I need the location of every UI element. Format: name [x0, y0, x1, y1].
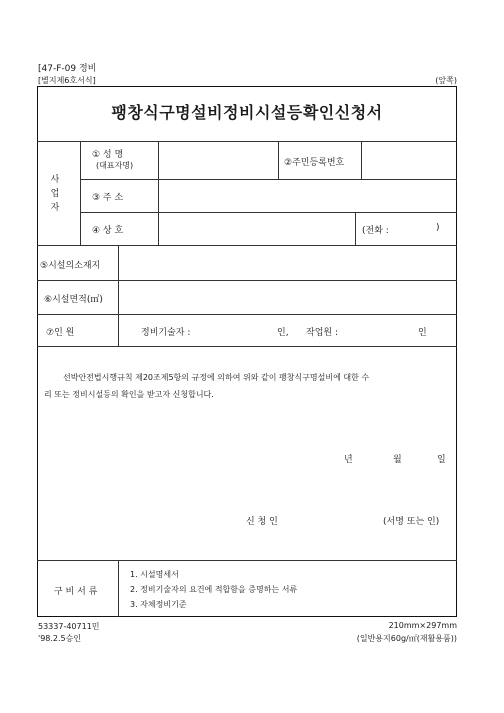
facility-area-label: ⑥시설면적(㎡) — [44, 295, 103, 305]
form-title: 팽창식구명설비정비시설등확인신청서 — [111, 103, 383, 122]
page-side: (앞쪽) — [435, 76, 457, 85]
technician-label: 정비기술자 : — [141, 328, 191, 338]
divider — [37, 141, 457, 142]
phone-field[interactable] — [403, 216, 433, 240]
date-day: 일 — [437, 455, 446, 465]
phone-label: (전화 : — [362, 226, 389, 236]
divider — [118, 245, 119, 346]
applicant-sign-label: 신 청 인 — [246, 517, 278, 527]
divider — [278, 141, 279, 179]
name-sublabel: (대표자명) — [96, 161, 134, 170]
document-item: 1. 시설명세서 — [130, 570, 179, 579]
document-item: 2. 정비기술자의 요건에 적합함을 증명하는 서류 — [130, 585, 298, 594]
facility-location-label: ⑤시설의소재지 — [40, 261, 101, 271]
worker-unit: 인 — [418, 328, 427, 338]
name-field[interactable] — [160, 143, 276, 177]
divider — [37, 280, 457, 281]
divider — [80, 212, 457, 213]
footer-code: 53337-40711민 — [38, 622, 100, 631]
address-field[interactable] — [160, 181, 455, 210]
divider — [37, 560, 457, 561]
divider — [118, 560, 119, 617]
form-code: [47-F-09 정비 — [38, 64, 97, 74]
documents-label: 구 비 서 류 — [54, 587, 98, 597]
phone-close: ) — [436, 223, 440, 233]
worker-count-field[interactable] — [346, 318, 416, 342]
footer-approval: '98.2.5승인 — [38, 634, 82, 643]
document-item: 3. 자체정비기준 — [130, 600, 187, 609]
worker-label: 작업원 : — [306, 328, 338, 338]
divider — [37, 314, 457, 315]
date-month: 월 — [393, 455, 402, 465]
business-name-label: ④ 상 호 — [92, 226, 124, 236]
footer-paper-size: 210mm×297mm — [388, 621, 457, 630]
divider — [37, 245, 457, 246]
id-number-field[interactable] — [363, 143, 455, 177]
footer-paper-type: (일반용지60g/㎡(재활용품)) — [356, 634, 457, 643]
divider — [80, 179, 457, 180]
date-year: 년 — [344, 455, 353, 465]
address-label: ③ 주 소 — [92, 193, 124, 203]
technician-count-field[interactable] — [205, 318, 275, 342]
applicant-section-label: 사 업 자 — [50, 175, 60, 213]
signature-field[interactable] — [290, 508, 380, 530]
name-label: ① 성 명 — [92, 150, 124, 160]
statement-line-2: 리 또는 정비시설등의 확인을 받고자 신청합니다. — [44, 390, 214, 399]
statement-line-1: 선박안전법시행규칙 제20조제5항의 규정에 의하여 위와 같이 팽창식구명설비에 대한 수 — [63, 373, 370, 382]
divider — [158, 141, 159, 245]
technician-unit: 인, — [277, 328, 289, 338]
sign-note: (서명 또는 인) — [383, 517, 440, 527]
divider — [361, 141, 362, 179]
id-number-label: ②주민등록번호 — [284, 158, 345, 168]
personnel-label: ⑦인 원 — [46, 328, 75, 338]
divider — [37, 346, 457, 347]
form-number: [별지제6호서식] — [38, 76, 96, 85]
divider — [80, 141, 81, 245]
divider — [355, 212, 356, 245]
facility-location-field[interactable] — [120, 247, 455, 278]
business-name-field[interactable] — [160, 214, 353, 243]
facility-area-field[interactable] — [120, 282, 455, 312]
